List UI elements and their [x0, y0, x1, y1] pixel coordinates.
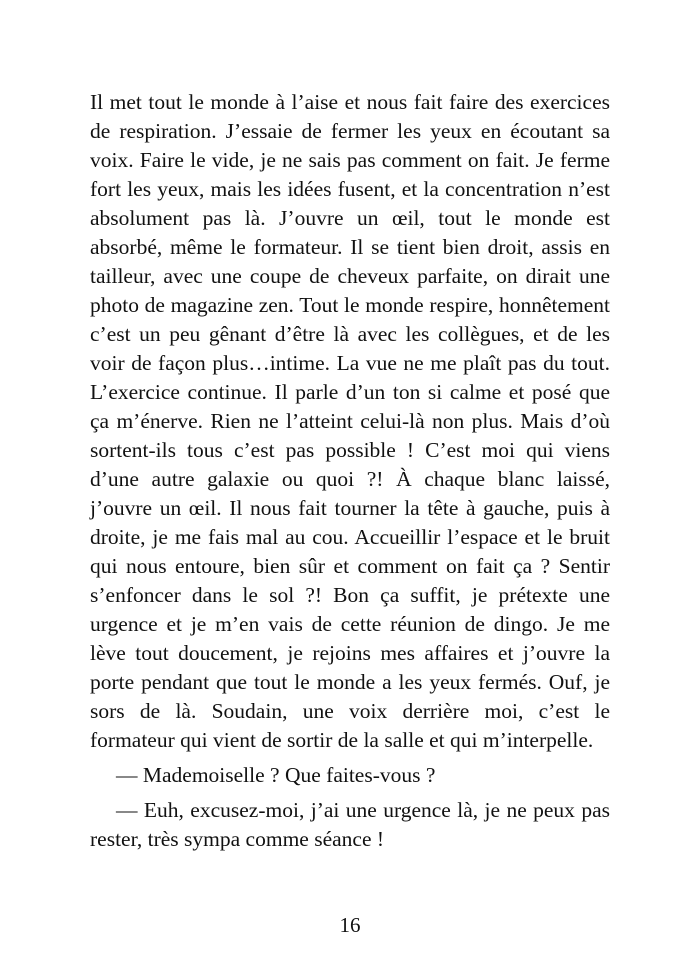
- body-text: [90, 88, 610, 860]
- narrative-paragraph: Il met tout le monde à l’aise et nous fait faire des exercices de respiration. J’essaie de fermer les yeux en écoutant sa voix. Faire le vide, je ne sais pas comment on fait. Je ferme fort les yeux, mais les idées fusent, et la concentration n’est absolument pas là. J’ouvre un œil, tout le monde est absorbé, même le formateur. Il se tient bien droit, assis en tailleur, avec une coupe de cheveux parfaite, on dirait une photo de magazine zen. Tout le monde respire, honnêtement c’est un peu gênant d’être là avec les collègues, et de les voir de façon plus…intime. La vue ne me plaît pas du tout. L’exercice continue. Il parle d’un ton si calme et posé que ça m’énerve. Rien ne l’atteint celui-là non plus. Mais d’où sortent-ils tous c’est pas possible ! C’est moi qui viens d’une autre galaxie ou quoi ?! À chaque blanc laissé, j’ouvre un œil. Il nous fait tourner la tête à gauche, puis à droite, je me fais mal au cou. Accueillir l’espace et le bruit qui nous entoure, bien sûr et comment on fait ça ? Sentir s’enfoncer dans le sol ?! Bon ça suffit, je prétexte une urgence et je m’en vais de cette réunion de dingo. Je me lève tout doucement, je rejoins mes affaires et j’ouvre la porte pendant que tout le monde a les yeux fermés. Ouf, je sors de là. Soudain, une voix derrière moi, c’est le formateur qui vient de sortir de la salle et qui m’interpelle.: [90, 90, 610, 752]
- dialogue-line-1: — Mademoiselle ? Que faites-vous ?: [116, 763, 436, 787]
- dialogue-line-2: — Euh, excusez-moi, j’ai une urgence là, je ne peux pas rester, très sympa comme séance !: [90, 798, 610, 851]
- page-number: 16: [339, 913, 361, 937]
